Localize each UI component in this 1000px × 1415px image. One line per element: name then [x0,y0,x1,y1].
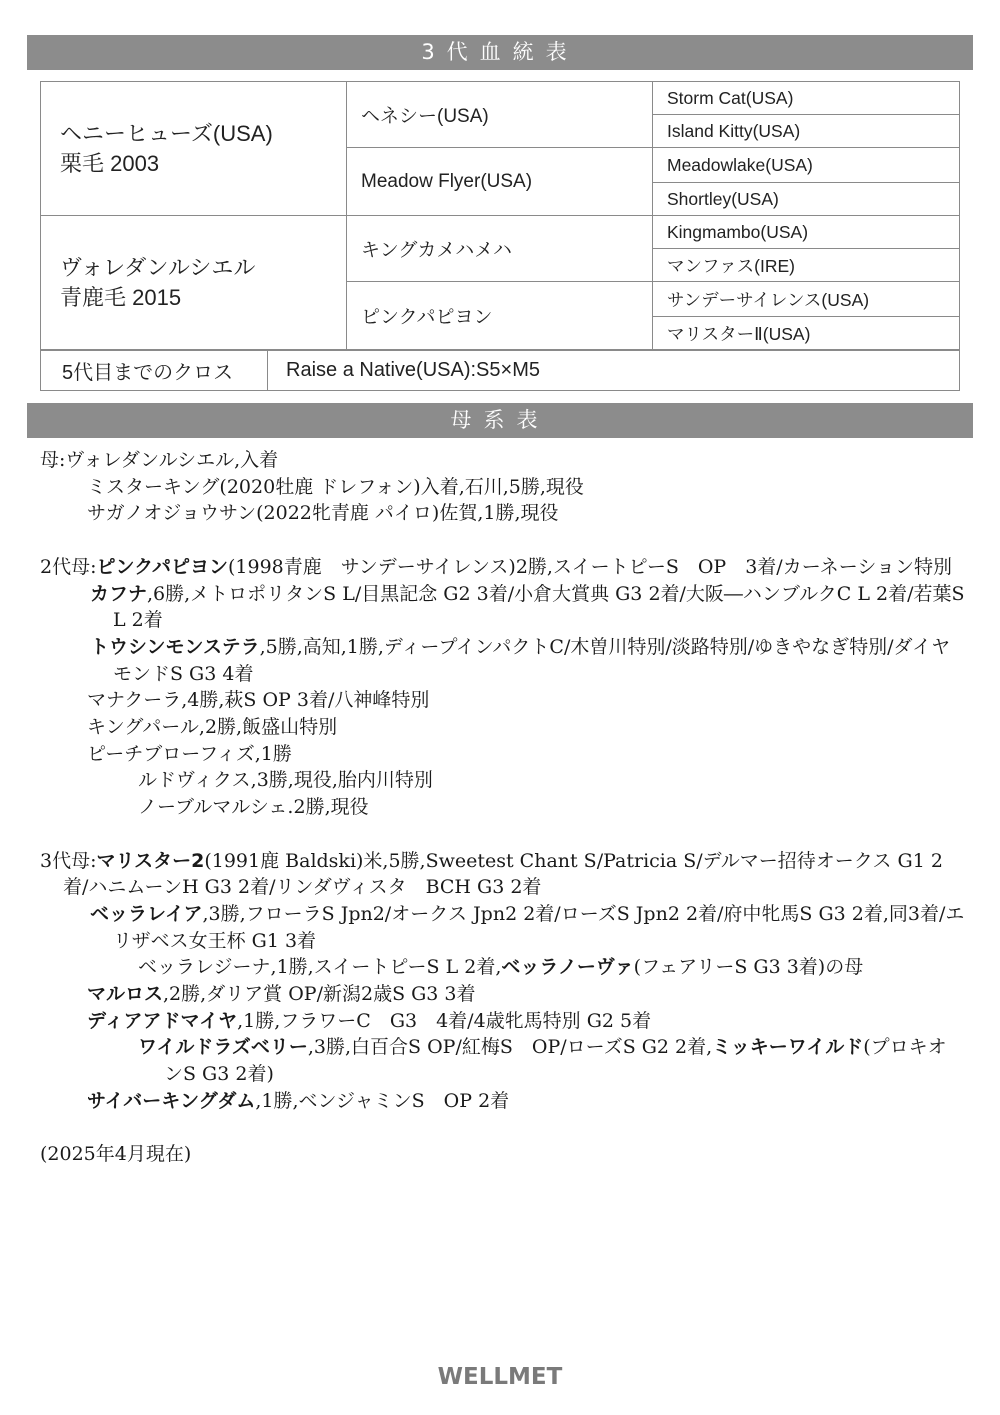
dam-dam: ピンクパピヨン [347,282,653,350]
family-entry [40,1034,965,1087]
g3-ancestor: Meadowlake(USA) [653,148,960,183]
horse-name: ベッラノーヴァ [501,956,634,979]
third-dam-prefix: 3代母: [40,849,97,872]
dam-cell [41,216,347,350]
family-entry: マナクーラ,4勝,萩S OP 3着/八神峰特別 [87,689,430,712]
dam-line: 母:ヴォレダンルシエル,入着 [40,449,279,471]
cross-label: 5代目までのクロス [41,351,268,391]
family-section [40,447,965,1168]
dam-color-year: 青鹿毛 2015 [60,284,182,310]
dam-foal: サガノオジョウサン(2022牝青鹿 パイロ)佐賀,1勝,現役 [87,502,559,525]
second-dam-record: (1998青鹿 サンデーサイレンス)2勝,スイートピーS OP 3着/カーネーション特別 [227,555,952,578]
horse-name: サイバーキングダム [87,1089,256,1112]
family-header: 母系表 [27,403,973,438]
horse-record: ,6勝,メトロポリタンS L/目黒記念 G2 3着/小倉大賞典 G3 2着/大阪―ハンブルクC L 2着/若葉S L 2着 [113,582,965,632]
family-entry: ノーブルマルシェ.2勝,現役 [138,796,369,819]
horse-record: ,3勝,フローラS Jpn2/オークス Jpn2 2着/ローズS Jpn2 2着/府中牝馬S G3 2着,同3着/エリザベス女王杯 G1 3着 [113,902,965,952]
horse-name: トウシンモンステラ [90,635,260,658]
wellmet-logo: WELLMET [437,1364,563,1390]
horse-record: ,1勝,フラワーC G3 4着/4歳牝馬特別 G2 5着 [237,1009,652,1032]
horse-record: (プロキオンS G3 2着) [164,1036,947,1086]
g3-ancestor: Island Kitty(USA) [653,115,960,148]
dam-foal: ミスターキング(2020牡鹿 ドレフォン)入着,石川,5勝,現役 [87,475,584,498]
g3-ancestor: サンデーサイレンス(USA) [653,282,960,317]
family-entry [40,901,965,954]
g3-ancestor: Shortley(USA) [653,183,960,216]
dam-name: ヴォレダンルシエル [60,254,256,280]
g3-ancestor: Storm Cat(USA) [653,82,960,115]
family-entry: キングパール,2勝,飯盛山特別 [87,716,338,739]
third-dam-name: マリスター2 [96,849,205,872]
sire-name: ヘニーヒューズ(USA) [60,120,273,146]
second-dam-line [40,554,965,581]
as-of-date: (2025年4月現在) [40,1143,192,1166]
horse-record: ベッラレジーナ,1勝,スイートピーS L 2着, [138,956,502,979]
horse-record: ,1勝,ベンジャミンS OP 2着 [255,1089,510,1112]
sire-dam: Meadow Flyer(USA) [347,148,653,216]
third-dam-record: (1991鹿 Baldski)米,5勝,Sweetest Chant S/Patricia S/デルマー招待オークス G1 2着/ハニムーンH G3 2着/リンダヴィスタ BCH G3 2着 [63,849,943,899]
family-entry [40,634,965,687]
sire-color-year: 栗毛 2003 [60,150,160,176]
family-entry [40,981,965,1008]
pedigree-table [40,81,960,350]
g3-ancestor: マンファス(IRE) [653,249,960,282]
dam-sire: キングカメハメハ [347,216,653,282]
horse-record: (フェアリーS G3 3着)の母 [633,956,864,979]
horse-record: ,5勝,高知,1勝,ディープインパクトC/木曽川特別/淡路特別/ゆきやなぎ特別/ダイヤモンドS G3 4着 [113,635,951,685]
family-entry [40,581,965,634]
cross-value: Raise a Native(USA):S5×M5 [268,351,960,391]
sire-sire: ヘネシー(USA) [347,82,653,148]
g3-ancestor: Kingmambo(USA) [653,216,960,249]
horse-record: ,3勝,白百合S OP/紅梅S OP/ローズS G2 2着, [307,1036,713,1059]
horse-name: ディアアドマイヤ [87,1009,238,1032]
family-entry [40,954,965,981]
horse-name: カフナ [90,582,148,605]
sire-cell [41,82,347,216]
family-entry [40,1008,965,1035]
horse-record: ,2勝,ダリア賞 OP/新潟2歳S G3 3着 [163,983,476,1006]
horse-name: ワイルドラズベリー [138,1036,308,1059]
horse-name: ベッラレイア [90,902,203,925]
family-entry [40,1088,965,1115]
horse-name: ミッキーワイルド [712,1036,864,1059]
second-dam-name: ピンクパピヨン [96,555,228,578]
second-dam-prefix: 2代母: [40,555,97,578]
g3-ancestor: マリスターⅡ(USA) [653,317,960,350]
third-dam-line [40,848,965,901]
family-entry: ピーチブローフィズ,1勝 [87,742,292,765]
pedigree-header: 3代血統表 [27,35,973,70]
family-entry: ルドヴィクス,3勝,現役,胎内川特別 [138,769,433,792]
cross-table [40,350,960,391]
horse-name: マルロス [87,983,164,1006]
